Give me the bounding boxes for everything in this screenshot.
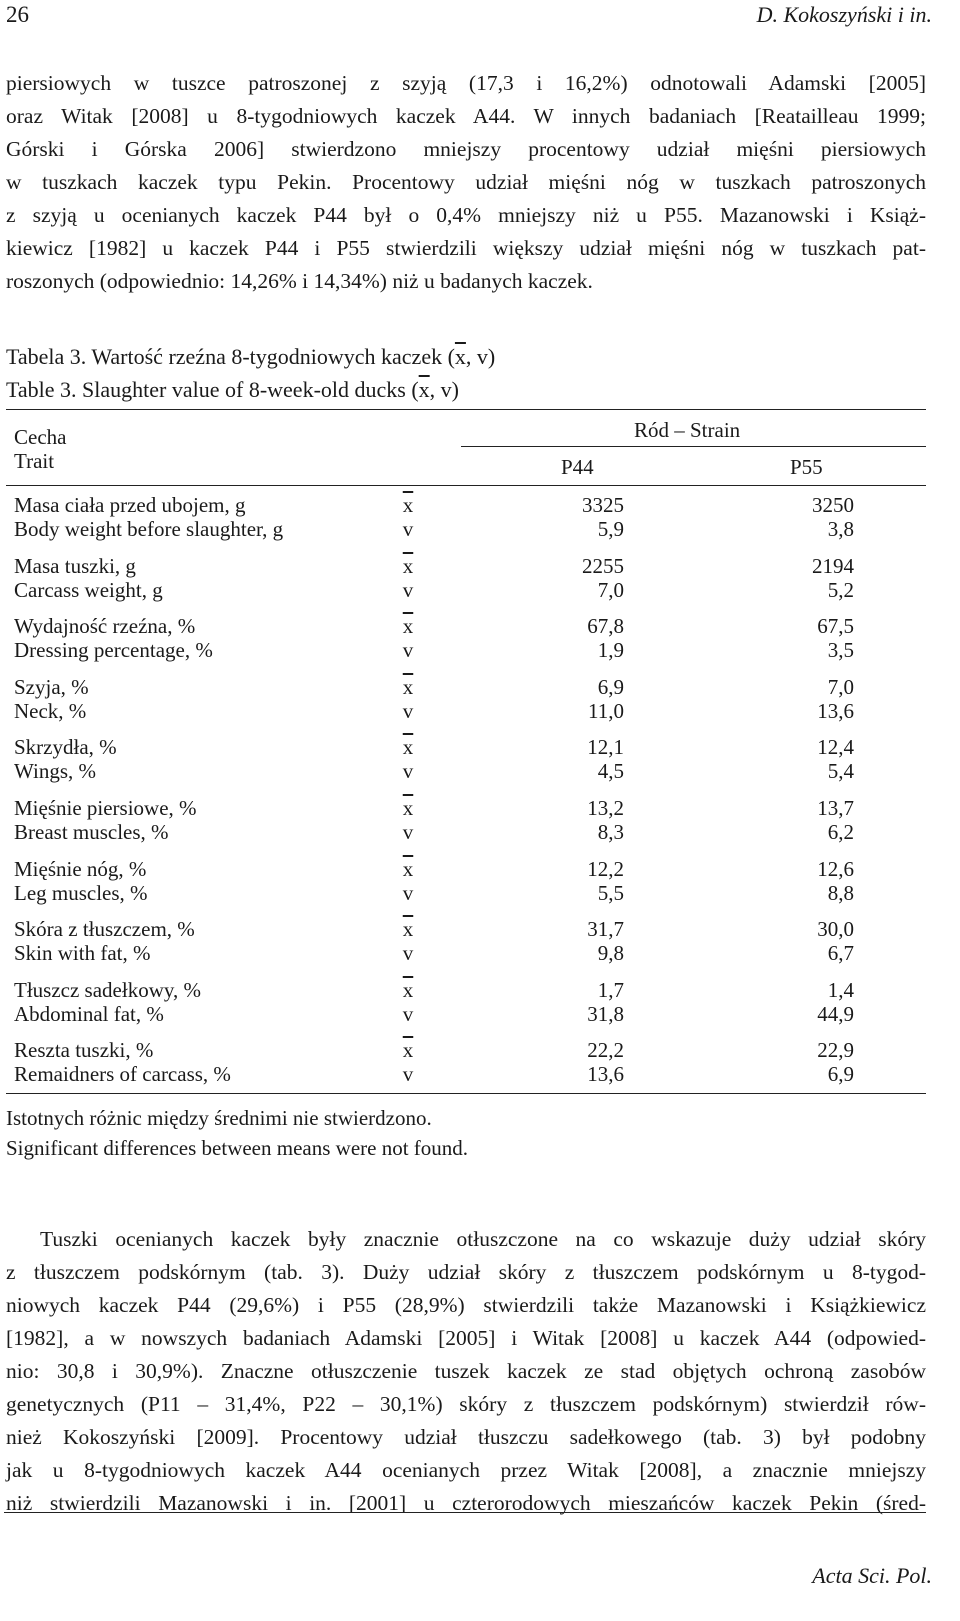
trait-label-en: Carcass weight, g: [14, 577, 163, 602]
trait-label-en: Skin with fat, %: [14, 941, 151, 966]
table-caption-en: [6, 375, 459, 405]
mean-symbol: $\overline{x}$: [402, 614, 414, 639]
text-line: nież Kokoszyński [2009]. Procentowy udział tłuszczu sadełkowego (tab. 3) był podobny: [6, 1425, 926, 1449]
p44-cv: 1,9: [597, 638, 624, 663]
table-note-en: Significant differences between means were not found.: [6, 1136, 469, 1160]
header-strain: Ród – Strain: [634, 418, 741, 442]
stat-symbols: [398, 857, 418, 905]
trait-label-pl: Mięśnie nóg, %: [14, 856, 147, 881]
mean-symbol: $\overline{x}$: [402, 917, 414, 942]
p44-mean: 6,9: [597, 674, 624, 699]
stat-symbols: [398, 735, 418, 783]
stat-symbols: [398, 1038, 418, 1086]
p44-cv: 9,8: [597, 941, 624, 966]
text-line: roszonych (odpowiednio: 14,26% i 14,34%) niż u badanych kaczek.: [6, 269, 593, 293]
stat-symbols: [398, 675, 418, 723]
table-caption-pl: [6, 342, 495, 372]
trait-label: [14, 857, 148, 905]
p55-cv: 5,2: [827, 577, 854, 602]
cv-symbol: v: [402, 759, 414, 784]
stat-symbols: [398, 493, 418, 541]
trait-label-pl: Skóra z tłuszczem, %: [14, 917, 195, 942]
trait-label: [14, 978, 201, 1026]
header-strain-rule: [461, 446, 926, 447]
cv-symbol: v: [402, 638, 414, 663]
p55-cv: 13,6: [817, 698, 854, 723]
table-row: [6, 857, 926, 907]
trait-label-pl: Mięśnie piersiowe, %: [14, 796, 197, 820]
p44-mean: 3325: [582, 493, 624, 517]
trait-label: [14, 1038, 231, 1086]
text-line: niowych kaczek P44 (29,6%) i P55 (28,9%) stwierdzili także Mazanowski i Książkiewicz: [6, 1293, 926, 1317]
p55-cv: 8,8: [827, 880, 854, 905]
cv-symbol: v: [402, 941, 414, 966]
text-line: niż stwierdzili Mazanowski i in. [2001] u czterorodowych mieszańców kaczek Pekin (śred-: [6, 1491, 926, 1515]
table-row: [6, 917, 926, 967]
mean-symbol: $\overline{x}$: [402, 977, 414, 1002]
table-row: [6, 614, 926, 664]
text-line: genetycznych (P11 – 31,4%, P22 – 30,1%) skóry z tłuszczem podskórnym) stwierdził rów-: [6, 1392, 926, 1416]
header-bottom-rule: [6, 485, 926, 486]
p44-cv: 13,6: [587, 1062, 624, 1087]
mean-symbol: $\overline{x}$: [402, 796, 414, 820]
footer-rule: [4, 1512, 926, 1513]
p55-mean: 22,9: [817, 1038, 854, 1063]
p44-cv: 31,8: [587, 1001, 624, 1026]
mean-symbol: $\overline{x}$: [402, 856, 414, 881]
table-row: [6, 796, 926, 846]
mean-symbol: $\overline{x}$: [402, 735, 414, 760]
p44-mean: 22,2: [587, 1038, 624, 1063]
p44-mean: 12,2: [587, 856, 624, 881]
mean-symbol: $\overline{x}$: [402, 553, 414, 578]
caption-suffix: , v): [429, 377, 459, 402]
caption-suffix: , v): [465, 344, 496, 369]
trait-label: [14, 796, 197, 844]
p55-cv: 44,9: [817, 1001, 854, 1026]
trait-label-pl: Wydajność rzeźna, %: [14, 614, 196, 639]
cv-symbol: v: [402, 698, 414, 723]
trait-label: [14, 675, 89, 723]
p44-values: [587, 796, 624, 844]
p55-values: [817, 1038, 854, 1086]
trait-label: [14, 614, 213, 662]
stat-symbols: [398, 917, 418, 965]
p55-mean: 12,4: [817, 735, 854, 760]
table-row: [6, 978, 926, 1028]
p44-values: [582, 493, 624, 541]
text-line: w tuszkach kaczek typu Pekin. Procentowy udział mięśni nóg w tuszkach patroszonych: [6, 170, 926, 194]
trait-label: [14, 735, 117, 783]
mean-symbol: $\overline{x}$: [402, 674, 414, 699]
p55-mean: 2194: [812, 553, 854, 578]
p55-values: [817, 796, 854, 844]
p44-mean: 1,7: [597, 977, 624, 1002]
p44-mean: 2255: [582, 553, 624, 578]
page-number: 26: [6, 2, 29, 27]
stat-symbols: [398, 554, 418, 602]
table-row: [6, 735, 926, 785]
p44-mean: 67,8: [587, 614, 624, 639]
trait-label-en: Breast muscles, %: [14, 820, 169, 844]
paragraph-bottom: [6, 1223, 926, 1520]
p55-values: [817, 735, 854, 783]
table-row: [6, 554, 926, 604]
trait-label: [14, 554, 163, 602]
stat-symbols: [398, 978, 418, 1026]
p55-values: [817, 917, 854, 965]
table-row: [6, 493, 926, 543]
p55-values: [812, 493, 854, 541]
p55-cv: 3,8: [827, 517, 854, 541]
cv-symbol: v: [402, 517, 414, 541]
p55-mean: 3250: [812, 493, 854, 517]
running-head: D. Kokoszyński i in.: [756, 2, 932, 27]
text-line: [1982], a w nowszych badaniach Adamski [2005] i Witak [2008] u kaczek A44 (odpowied-: [6, 1326, 926, 1350]
trait-label-pl: Szyja, %: [14, 674, 89, 699]
p44-values: [587, 1038, 624, 1086]
p44-mean: 13,2: [587, 796, 624, 820]
p55-cv: 3,5: [827, 638, 854, 663]
trait-label: [14, 493, 283, 541]
journal-footer: Acta Sci. Pol.: [812, 1563, 932, 1588]
p44-values: [588, 675, 624, 723]
cv-symbol: v: [402, 1062, 414, 1087]
p55-mean: 1,4: [827, 977, 854, 1002]
p55-mean: 7,0: [827, 674, 854, 699]
text-line: nio: 30,8 i 30,9%). Znaczne otłuszczenie tuszek kaczek ze stad objętych ochroną zasobów: [6, 1359, 926, 1383]
p44-cv: 7,0: [597, 577, 624, 602]
caption-text: Tabela 3. Wartość rzeźna 8-tygodniowych kaczek (: [6, 344, 455, 369]
p55-cv: 6,7: [827, 941, 854, 966]
trait-label: [14, 917, 195, 965]
text-line: Górski i Górska 2006] stwierdzono mniejszy procentowy udział mięśni piersiowych: [6, 137, 926, 161]
trait-label-en: Leg muscles, %: [14, 880, 148, 905]
p55-values: [817, 614, 854, 662]
p44-cv: 4,5: [597, 759, 624, 784]
table-row: [6, 675, 926, 725]
trait-label-pl: Masa tuszki, g: [14, 553, 136, 578]
text-line: z tłuszczem podskórnym (tab. 3). Duży udział skóry z tłuszczem podskórnym u 8-tygod-: [6, 1260, 926, 1284]
p55-values: [817, 857, 854, 905]
header-trait-en: Trait: [14, 449, 55, 473]
p55-cv: 6,2: [827, 820, 854, 844]
p44-cv: 5,9: [597, 517, 624, 541]
p44-mean: 31,7: [587, 917, 624, 942]
text-line: piersiowych w tuszce patroszonej z szyją (17,3 i 16,2%) odnotowali Adamski [2005]: [6, 71, 926, 95]
stat-symbols: [398, 796, 418, 844]
p44-cv: 11,0: [588, 698, 624, 723]
paragraph-top: [6, 67, 926, 298]
p55-cv: 5,4: [827, 759, 854, 784]
table-bottom-rule: [6, 1093, 926, 1094]
p44-cv: 5,5: [597, 880, 624, 905]
p44-values: [587, 917, 624, 965]
p55-values: [817, 978, 854, 1026]
p55-mean: 30,0: [817, 917, 854, 942]
mean-symbol: $\overline{x}$: [454, 344, 466, 369]
trait-label-pl: Masa ciała przed ubojem, g: [14, 493, 246, 517]
mean-symbol: $\overline{x}$: [402, 1038, 414, 1063]
trait-label-en: Wings, %: [14, 759, 96, 784]
p44-values: [587, 735, 624, 783]
table-top-rule: [6, 409, 926, 410]
mean-symbol: $\overline{x}$: [402, 493, 414, 517]
trait-label-pl: Skrzydła, %: [14, 735, 117, 760]
trait-label-en: Remaidners of carcass, %: [14, 1062, 231, 1087]
text-line: z szyją u ocenianych kaczek P44 był o 0,4% mniejszy niż u P55. Mazanowski i Książ-: [6, 203, 926, 227]
p55-values: [812, 554, 854, 602]
p55-mean: 13,7: [817, 796, 854, 820]
trait-label-en: Abdominal fat, %: [14, 1001, 164, 1026]
text-line: Tuszki ocenianych kaczek były znacznie otłuszczone na co wskazuje duży udział skóry: [40, 1227, 926, 1251]
mean-symbol: $\overline{x}$: [418, 377, 430, 402]
p44-cv: 8,3: [597, 820, 624, 844]
cv-symbol: v: [402, 820, 414, 844]
trait-label-pl: Reszta tuszki, %: [14, 1038, 154, 1063]
text-line: oraz Witak [2008] u 8-tygodniowych kaczek A44. W innych badaniach [Reatailleau 1999;: [6, 104, 926, 128]
stat-symbols: [398, 614, 418, 662]
p44-mean: 12,1: [587, 735, 624, 760]
table-note-pl: Istotnych różnic między średnimi nie stwierdzono.: [6, 1106, 432, 1130]
trait-label-en: Body weight before slaughter, g: [14, 517, 284, 541]
trait-label-pl: Tłuszcz sadełkowy, %: [14, 977, 201, 1002]
cv-symbol: v: [402, 577, 414, 602]
table-row: [6, 1038, 926, 1088]
header-trait-pl: Cecha: [14, 425, 67, 449]
p55-values: [817, 675, 854, 723]
text-line: kiewicz [1982] u kaczek P44 i P55 stwierdzili większy udział mięśni nóg w tuszkach pat-: [6, 236, 926, 260]
p55-mean: 12,6: [817, 856, 854, 881]
caption-text: Table 3. Slaughter value of 8-week-old ducks (: [6, 377, 419, 402]
p55-mean: 67,5: [817, 614, 854, 639]
trait-label-en: Neck, %: [14, 698, 87, 723]
cv-symbol: v: [402, 880, 414, 905]
text-line: jak u 8-tygodniowych kaczek A44 ocenianych przez Witak [2008], a znacznie mniejszy: [6, 1458, 926, 1482]
header-col-p44: P44: [561, 455, 594, 479]
trait-label-en: Dressing percentage, %: [14, 638, 213, 663]
cv-symbol: v: [402, 1001, 414, 1026]
p44-values: [582, 554, 624, 602]
p55-cv: 6,9: [827, 1062, 854, 1087]
p44-values: [587, 857, 624, 905]
p44-values: [587, 978, 624, 1026]
p44-values: [587, 614, 624, 662]
header-col-p55: P55: [790, 455, 823, 479]
